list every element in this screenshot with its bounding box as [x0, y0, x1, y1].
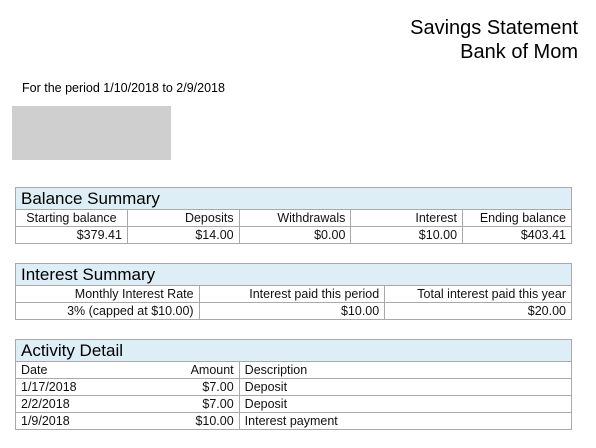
date-cell: 2/2/2018	[16, 396, 86, 413]
amount-cell: $7.00	[85, 379, 239, 396]
activity-detail-title: Activity Detail	[16, 340, 572, 362]
table-header-row	[16, 210, 572, 227]
statement-period: For the period 1/10/2018 to 2/9/2018	[22, 81, 225, 95]
column-header: Interest	[351, 210, 463, 227]
interest-value: $10.00	[351, 227, 463, 244]
table-row	[16, 379, 572, 396]
description-cell: Deposit	[239, 396, 571, 413]
bank-name: Bank of Mom	[460, 41, 578, 63]
statement-header	[410, 16, 578, 64]
date-cell: 1/17/2018	[16, 379, 86, 396]
column-header: Deposits	[127, 210, 239, 227]
column-header: Ending balance	[463, 210, 572, 227]
table-row	[16, 303, 572, 320]
column-header: Monthly Interest Rate	[16, 286, 200, 303]
interest-year-value: $20.00	[385, 303, 572, 320]
column-header: Amount	[85, 362, 239, 379]
table-row	[16, 227, 572, 244]
statement-title: Savings Statement	[410, 17, 578, 39]
column-header: Interest paid this period	[199, 286, 385, 303]
column-header: Description	[239, 362, 571, 379]
interest-period-value: $10.00	[199, 303, 385, 320]
column-header: Starting balance	[16, 210, 128, 227]
description-cell: Deposit	[239, 379, 571, 396]
balance-summary-title: Balance Summary	[16, 188, 572, 210]
amount-cell: $7.00	[85, 396, 239, 413]
withdrawals-value: $0.00	[239, 227, 351, 244]
redacted-block	[12, 106, 171, 160]
table-row	[16, 413, 572, 430]
table-row	[16, 396, 572, 413]
table-header-row	[16, 286, 572, 303]
column-header: Total interest paid this year	[385, 286, 572, 303]
balance-summary-table	[15, 187, 572, 244]
column-header: Date	[16, 362, 86, 379]
ending-balance-value: $403.41	[463, 227, 572, 244]
column-header: Withdrawals	[239, 210, 351, 227]
date-cell: 1/9/2018	[16, 413, 86, 430]
interest-summary-table	[15, 263, 572, 320]
description-cell: Interest payment	[239, 413, 571, 430]
interest-rate-value: 3% (capped at $10.00)	[16, 303, 200, 320]
amount-cell: $10.00	[85, 413, 239, 430]
activity-detail-table	[15, 339, 572, 430]
interest-summary-title: Interest Summary	[16, 264, 572, 286]
deposits-value: $14.00	[127, 227, 239, 244]
table-header-row	[16, 362, 572, 379]
starting-balance-value: $379.41	[16, 227, 128, 244]
